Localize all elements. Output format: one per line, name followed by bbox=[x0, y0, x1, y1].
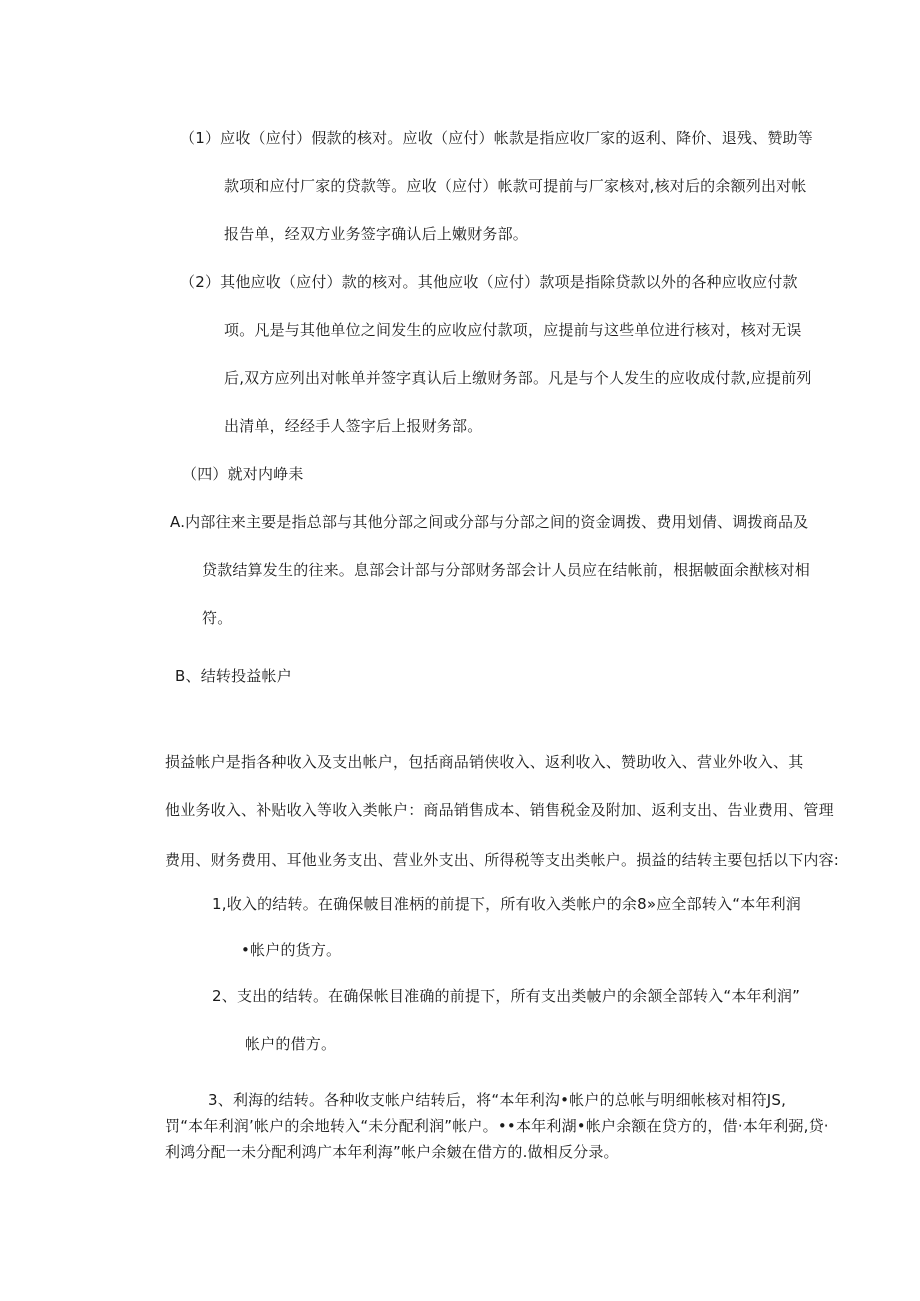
step3-line2: 罚“本年利润’帐户的余地转入“未分配利润”帐户。••本年利湖•帐户余额在贷方的，借·本年利弼,贷· bbox=[165, 1117, 829, 1135]
step3-line3: 利鸿分配一未分配利鸿广本年利海”帐户余皴在借方的.做相反分录。 bbox=[165, 1143, 619, 1161]
itemA-line2: 贷款结算发生的往来。息部会计部与分部财务部会计人员应在结帐前，根据帔面余猷核对相 bbox=[202, 561, 811, 579]
item2-line3: 后,双方应列出对帐单并签字真认后上缴财务部。凡是与个人发生的应收成付款,应提前列 bbox=[224, 369, 812, 387]
itemA-line3: 符。 bbox=[202, 609, 233, 627]
step2-line1: 2、支出的结转。在确保帐目准确的前提下，所有支出类帔户的余颔全部转入“本年利润” bbox=[212, 987, 801, 1005]
item2-line4: 出清单，经经手人签字后上报财务部。 bbox=[224, 417, 483, 435]
profit-loss-line1: 损益帐户是指各种收入及支出帐户，包括商品销侠收入、返利收入、赞助收入、营业外收入、其 bbox=[165, 753, 804, 771]
profit-loss-line2: 他业务收入、补贴收入等收入类帐户：商品销售成本、销售税金及附加、返利支出、告业费用、管理 bbox=[165, 801, 834, 819]
item2-line2: 项。凡是与其他单位之间发生的应收应付款项，应提前与这些单位进行核对，核对无误 bbox=[224, 321, 802, 339]
step3-line1: 3、利海的结转。各种收支帐户结转后，将“本年利沟•帐户的总帐与明细帐核对相符JS, bbox=[208, 1091, 787, 1109]
item1-line3: 报告单，经双方业务签字确认后上嫩财务部。 bbox=[224, 225, 529, 243]
step1-line2: •帐户的货方。 bbox=[241, 941, 342, 959]
item2-line1: （2）其他应收（应付）款的核对。其他应收（应付）款项是指除贷款以外的各种应收应付款 bbox=[180, 273, 798, 291]
step2-line2: 帐户的借方。 bbox=[245, 1035, 337, 1053]
profit-loss-line3: 费用、财务费用、耳他业务支出、营业外支出、所得税等支出类帐户。损益的结转主要包括以下内容: bbox=[165, 851, 840, 869]
step1-line1: 1,收入的结转。在确保帔目准柄的前提下，所有收入类帐户的余8»应全部转入“本年利润 bbox=[212, 895, 802, 913]
item1-line2: 款项和应付厂家的贷款等。应收（应付）帐款可提前与厂家核对,核对后的余额列出对帐 bbox=[224, 177, 807, 195]
itemB-heading: B、结转投益帐户 bbox=[175, 667, 292, 685]
section4-heading: （四）就对内峥耒 bbox=[182, 465, 304, 483]
item1-line1: （1）应收（应付）假款的核对。应收（应付）帐款是指应收厂家的返利、降价、退残、赞助等 bbox=[180, 129, 813, 147]
itemA-line1: A.内部往来主要是指总部与其他分部之间或分部与分部之间的资金调拨、费用划倩、调拨商品及 bbox=[170, 513, 809, 531]
